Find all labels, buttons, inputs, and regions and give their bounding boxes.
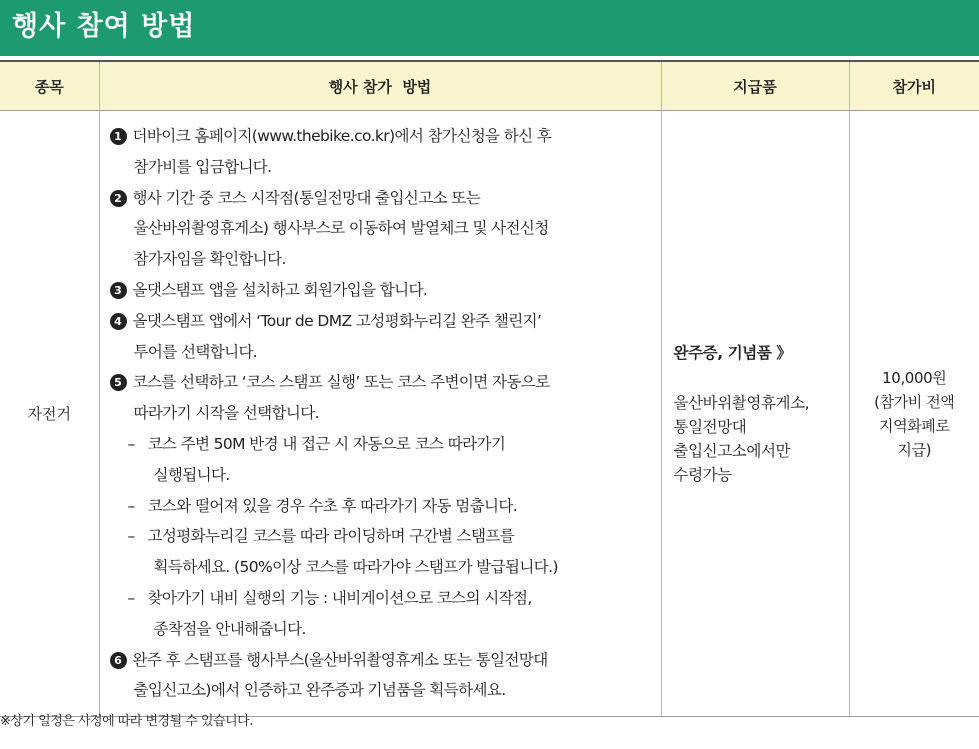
event-table xyxy=(0,60,979,717)
event-type-cell: 자전거 xyxy=(0,111,99,717)
step-text: 코스를 선택하고 ‘코스 스탬프 실행’ 또는 코스 주변이면 자동으로 xyxy=(132,373,550,392)
gift-description xyxy=(674,391,837,487)
fee-note: (참가비 전액 xyxy=(874,392,955,411)
step-text: 참가자임을 확인합니다. xyxy=(133,250,286,269)
table-header-row xyxy=(0,61,979,111)
footnote: ※상기 일정은 사정에 따라 변경될 수 있습니다. xyxy=(0,714,253,729)
dash-bullet: – xyxy=(127,588,135,607)
step-number-badge: 1 xyxy=(110,128,127,145)
sub-item-text: 찾아가기 내비 실행의 기능 : 내비게이션으로 코스의 시작점, xyxy=(147,588,532,607)
sub-item-text: 코스 주변 50M 반경 내 접근 시 자동으로 코스 따라가기 xyxy=(147,434,506,453)
gift-desc-line: 수령가능 xyxy=(673,465,732,484)
header-gift: 지급품 xyxy=(661,61,849,111)
step-text: 올댓스탬프 앱을 설치하고 회원가입을 합니다. xyxy=(132,280,428,299)
section-banner xyxy=(0,0,979,56)
fee-cell xyxy=(849,111,979,717)
sub-item-3 xyxy=(110,521,651,583)
sub-item-text: 실행됩니다. xyxy=(153,465,230,484)
step-2 xyxy=(110,183,651,275)
step-number-badge: 5 xyxy=(110,374,127,391)
step-4 xyxy=(110,306,651,368)
sub-item-text: 고성평화누리길 코스를 따라 라이딩하며 구간별 스탬프를 xyxy=(147,527,515,546)
step-number-badge: 6 xyxy=(110,652,127,669)
dash-bullet: – xyxy=(127,496,135,515)
dash-bullet: – xyxy=(127,434,135,453)
gift-desc-line: 통일전망대 xyxy=(673,417,747,436)
header-method: 행사 참가 방법 xyxy=(99,61,661,111)
sub-item-text: 코스와 떨어져 있을 경우 수초 후 따라가기 자동 멈춥니다. xyxy=(147,496,518,515)
table-row xyxy=(0,111,979,717)
sub-item-1 xyxy=(110,429,651,491)
step-1 xyxy=(110,121,651,183)
fee-amount: 10,000원 xyxy=(882,368,947,387)
step-number-badge: 3 xyxy=(110,282,127,299)
fee-note: 지역화폐로 xyxy=(879,416,950,435)
header-type: 종목 xyxy=(0,61,99,111)
step-number-badge: 4 xyxy=(110,313,127,330)
step-text: 출입신고소)에서 인증하고 완주증과 기념품을 획득하세요. xyxy=(133,681,506,700)
step-text: 더바이크 홈페이지(www.thebike.co.kr)에서 참가신청을 하신 후 xyxy=(132,127,552,145)
method-cell xyxy=(99,111,661,717)
step-text: 완주 후 스탬프를 행사부스(울산바위촬영휴게소 또는 통일전망대 xyxy=(132,650,548,669)
section-title: 행사 참여 방법 xyxy=(12,11,196,42)
sub-item-text: 종착점을 안내해줍니다. xyxy=(153,619,306,638)
gift-cell xyxy=(661,111,849,717)
sub-item-4 xyxy=(110,583,651,645)
sub-item-2 xyxy=(110,491,651,522)
step-text: 따라가기 시작을 선택합니다. xyxy=(133,404,319,423)
fee-note: 지급) xyxy=(897,440,932,459)
sub-item-text: 획득하세요. (50%이상 코스를 따라가야 스탬프가 발급됩니다.) xyxy=(153,558,558,577)
step-text: 올댓스탬프 앱에서 ‘Tour de DMZ 고성평화누리길 완주 챌린지’ xyxy=(132,311,542,330)
step-text: 참가비를 입금합니다. xyxy=(133,157,272,176)
step-number-badge: 2 xyxy=(110,190,127,207)
dash-bullet: – xyxy=(127,527,135,546)
gift-title: 완주증, 기념품 》 xyxy=(673,343,792,362)
header-fee: 참가비 xyxy=(849,61,979,111)
step-6 xyxy=(110,645,651,707)
step-text: 울산바위촬영휴게소) 행사부스로 이동하여 발열체크 및 사전신청 xyxy=(133,219,549,238)
step-3 xyxy=(110,275,651,306)
step-text: 투어를 선택합니다. xyxy=(133,342,258,361)
step-text: 행사 기간 중 코스 시작점(통일전망대 출입신고소 또는 xyxy=(132,188,481,207)
gift-desc-line: 출입신고소에서만 xyxy=(673,441,791,460)
step-5 xyxy=(110,367,651,429)
gift-desc-line: 울산바위촬영휴게소, xyxy=(673,393,810,412)
